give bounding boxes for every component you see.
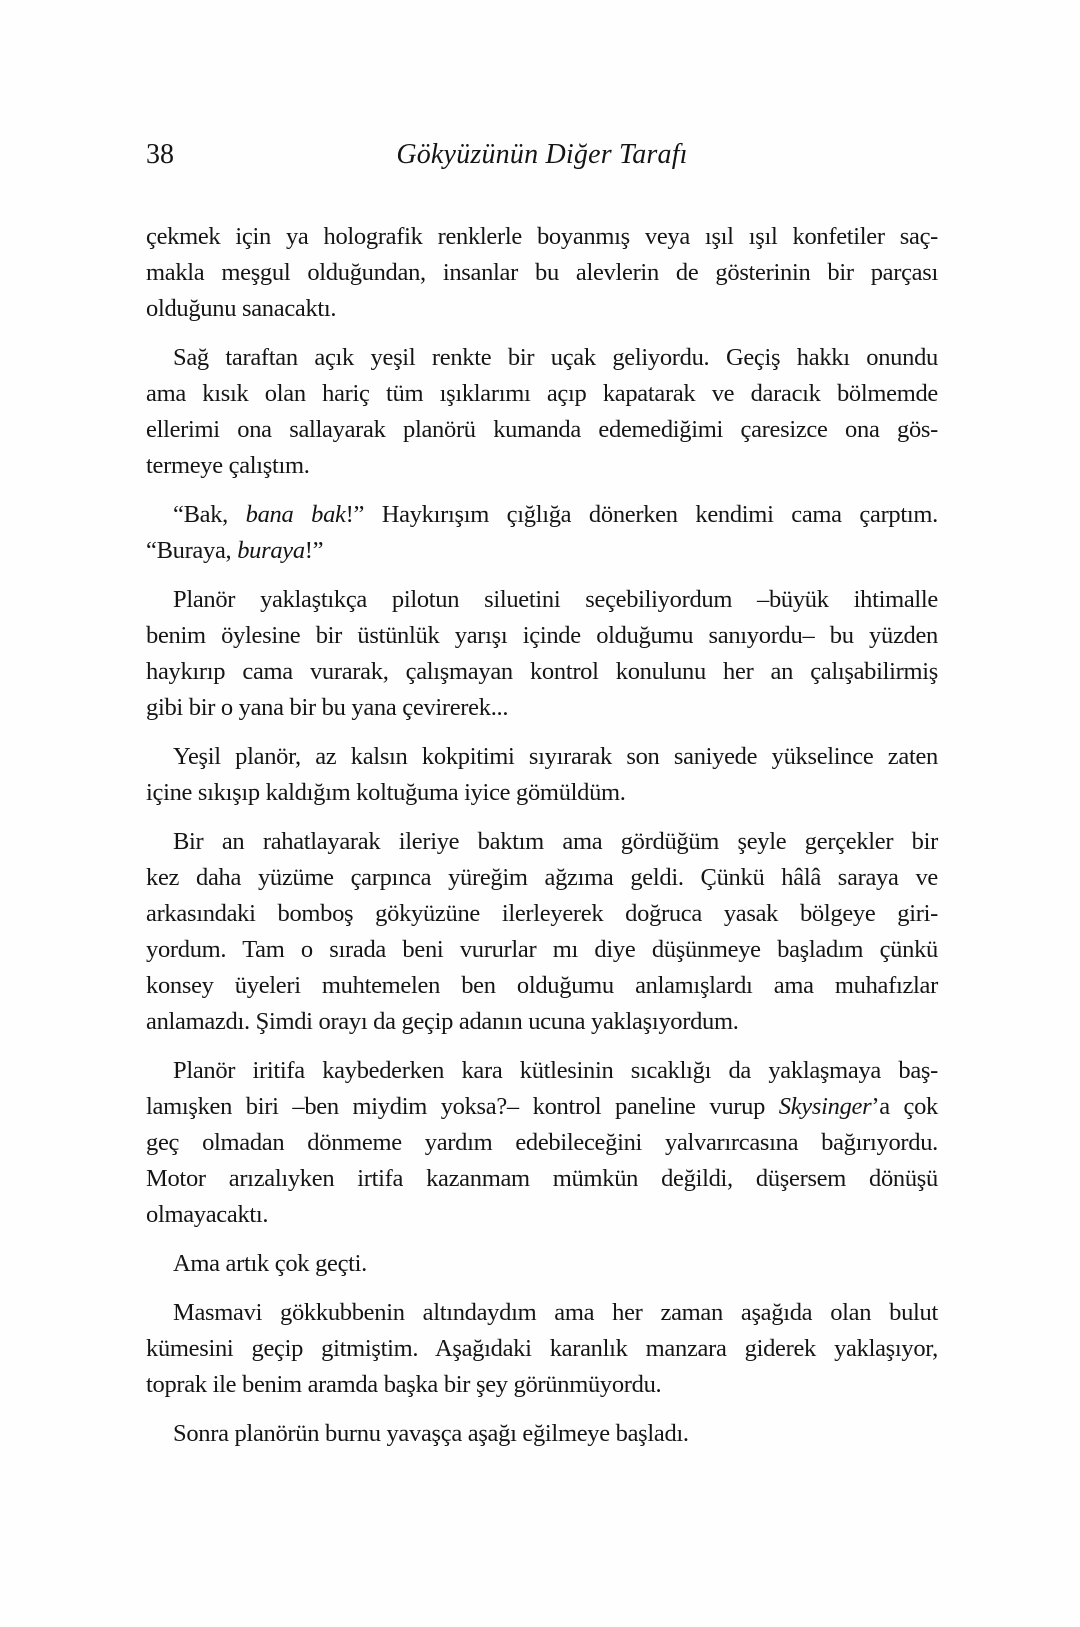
paragraph — [146, 1416, 938, 1452]
paragraph — [146, 739, 938, 811]
text-line: içine sıkışıp kaldığım koltuğuma iyice gömüldüm. — [146, 779, 626, 806]
page-header — [146, 139, 938, 179]
text-line: gibi bir o yana bir bu yana çevirerek... — [146, 694, 509, 721]
text-line: Motor arızalıyken irtifa kazanmam mümkün değildi, düşersem dönüşü — [146, 1165, 938, 1192]
text-line: toprak ile benim aramda başka bir şey görünmüyordu. — [146, 1371, 662, 1398]
text-line: makla meşgul olduğundan, insanlar bu alevlerin de gösterinin bir parçası — [146, 259, 938, 286]
paragraph — [146, 824, 938, 1040]
paragraph — [146, 219, 938, 327]
text-line: haykırıp cama vurarak, çalışmayan kontrol konulunu her an çalışabilirmiş — [146, 658, 938, 685]
text-line: çekmek için ya holografik renklerle boyanmış veya ışıl ışıl konfetiler saç- — [146, 223, 938, 250]
running-title: Gökyüzünün Diğer Tarafı — [396, 139, 688, 170]
text-line: kez daha yüzüme çarpınca yüreğim ağzıma geldi. Çünkü hâlâ saraya ve — [146, 864, 938, 891]
paragraph — [146, 340, 938, 484]
paragraph — [146, 1295, 938, 1403]
paragraph — [146, 497, 938, 569]
text-line: Bir an rahatlayarak ileriye baktım ama gördüğüm şeyle gerçekler bir — [173, 828, 938, 855]
text-line: ellerimi ona sallayarak planörü kumanda edemediğimi çaresizce ona gös- — [146, 416, 938, 443]
text-line: olduğunu sanacaktı. — [146, 295, 337, 322]
text-line: ama kısık olan hariç tüm ışıklarımı açıp kapatarak ve daracık bölmemde — [146, 380, 938, 407]
body-text — [146, 219, 938, 1465]
text-line: konsey üyeleri muhtemelen ben olduğumu anlamışlardı ama muhafızlar — [146, 972, 938, 999]
text-line: “Bak, bana bak!” Haykırışım çığlığa dönerken kendimi cama çarptım. — [173, 501, 938, 528]
text-line: anlamazdı. Şimdi orayı da geçip adanın ucuna yaklaşıyordum. — [146, 1008, 739, 1035]
text-line: Yeşil planör, az kalsın kokpitimi sıyırarak son saniyede yükselince zaten — [173, 743, 938, 770]
text-line: Planör iritifa kaybederken kara kütlesinin sıcaklığı da yaklaşmaya baş- — [173, 1057, 938, 1084]
paragraph — [146, 582, 938, 726]
text-line: arkasındaki bomboş gökyüzüne ilerleyerek doğruca yasak bölgeye giri- — [146, 900, 938, 927]
text-line: lamışken biri –ben miydim yoksa?– kontrol paneline vurup Skysinger’a çok — [146, 1093, 938, 1120]
text-line: termeye çalıştım. — [146, 452, 310, 479]
paragraph — [146, 1246, 938, 1282]
text-line: Ama artık çok geçti. — [173, 1250, 368, 1277]
text-line: Sonra planörün burnu yavaşça aşağı eğilmeye başladı. — [173, 1420, 689, 1447]
text-line: geç olmadan dönmeme yardım edebileceğini yalvarırcasına bağırıyordu. — [146, 1129, 938, 1156]
text-line: kümesini geçip gitmiştim. Aşağıdaki karanlık manzara giderek yaklaşıyor, — [146, 1335, 938, 1362]
text-line: olmayacaktı. — [146, 1201, 269, 1228]
text-line: Masmavi gökkubbenin altındaydım ama her zaman aşağıda olan bulut — [173, 1299, 938, 1326]
text-line: yordum. Tam o sırada beni vururlar mı diye düşünmeye başladım çünkü — [146, 936, 938, 963]
text-line: Sağ taraftan açık yeşil renkte bir uçak geliyordu. Geçiş hakkı onundu — [173, 344, 938, 371]
paragraph — [146, 1053, 938, 1233]
page-number: 38 — [146, 139, 174, 170]
text-line: benim öylesine bir üstünlük yarışı içinde olduğumu sanıyordu– bu yüzden — [146, 622, 938, 649]
text-line: “Buraya, buraya!” — [146, 537, 324, 564]
text-line: Planör yaklaştıkça pilotun siluetini seçebiliyordum –büyük ihtimalle — [173, 586, 938, 613]
